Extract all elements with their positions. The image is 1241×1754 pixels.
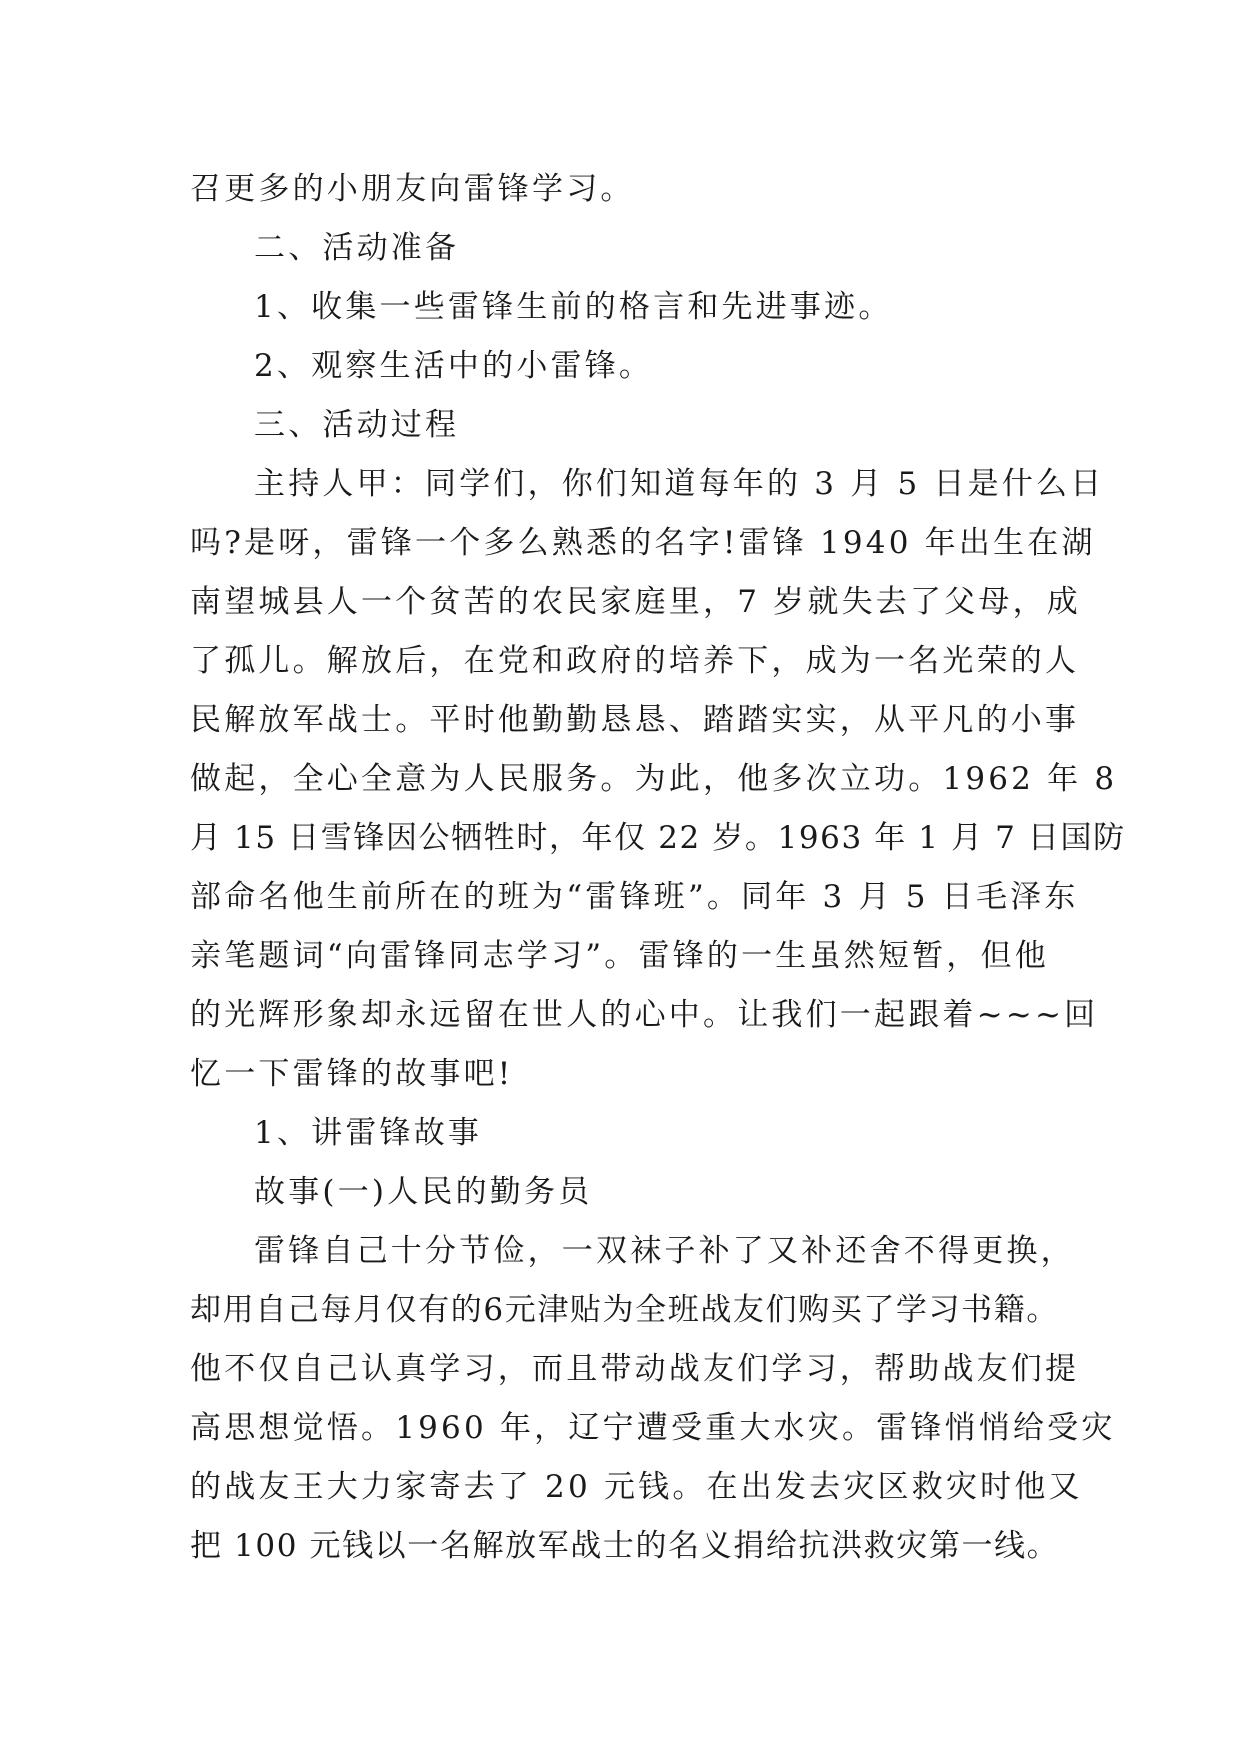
text-line: 南望城县人一个贫苦的农民家庭里，7 岁就失去了父母，成 xyxy=(190,584,1081,620)
heading-activity-process xyxy=(190,396,1070,455)
text-line: 民解放军战士。平时他勤勤恳恳、踏踏实实，从平凡的小事 xyxy=(190,702,1080,738)
text-line: 故事(一)人民的勤务员 xyxy=(254,1174,593,1210)
list-item-tell-stories xyxy=(190,1104,1070,1163)
paragraph-host-speech xyxy=(190,455,1126,1104)
heading-activity-preparation xyxy=(190,219,1070,278)
text-line: 召更多的小朋友向雷锋学习。 xyxy=(190,171,635,207)
story-title xyxy=(190,1163,1070,1222)
text-line: 1、讲雷锋故事 xyxy=(254,1115,483,1151)
document-body xyxy=(190,160,1126,1576)
text-line: 把 100 元钱以一名解放军战士的名义捐给抗洪救灾第一线。 xyxy=(190,1528,1060,1564)
text-line: 吗?是呀，雷锋一个多么熟悉的名字!雷锋 1940 年出生在湖 xyxy=(190,525,1096,561)
text-line: 2、观察生活中的小雷锋。 xyxy=(254,348,654,384)
text-line: 1、收集一些雷锋生前的格言和先进事迹。 xyxy=(254,289,893,325)
text-line: 月 15 日雪锋因公牺牲时，年仅 22 岁。1963 年 1 月 7 日国防 xyxy=(190,820,1126,856)
text-line: 主持人甲：同学们，你们知道每年的 3 月 5 日是什么日 xyxy=(254,466,1105,502)
list-item-collect-quotes xyxy=(190,278,1070,337)
text-line: 亲笔题词“向雷锋同志学习”。雷锋的一生虽然短暂，但他 xyxy=(190,938,1049,974)
text-line: 雷锋自己十分节俭，一双袜子补了又补还舍不得更换， xyxy=(254,1233,1075,1269)
text-line: 的战友王大力家寄去了 20 元钱。在出发去灾区救灾时他又 xyxy=(190,1469,1083,1505)
text-line: 他不仅自己认真学习，而且带动战友们学习，帮助战友们提 xyxy=(190,1351,1080,1387)
paragraph-intro-continuation xyxy=(190,160,1070,219)
text-line: 忆一下雷锋的故事吧! xyxy=(190,1056,514,1092)
text-line: 高思想觉悟。1960 年，辽宁遭受重大水灾。雷锋悄悄给受灾 xyxy=(190,1410,1116,1446)
section-heading: 三、活动过程 xyxy=(254,407,460,443)
section-heading: 二、活动准备 xyxy=(254,230,460,266)
text-line: 却用自己每月仅有的6元津贴为全班战友们购买了学习书籍。 xyxy=(190,1292,1059,1328)
list-item-observe-life xyxy=(190,337,1070,396)
text-line: 部命名他生前所在的班为“雷锋班”。同年 3 月 5 日毛泽东 xyxy=(190,879,1079,915)
paragraph-story-one xyxy=(190,1222,1116,1576)
text-line: 的光辉形象却永远留在世人的心中。让我们一起跟着~~~回 xyxy=(190,997,1099,1033)
text-line: 了孤儿。解放后，在党和政府的培养下，成为一名光荣的人 xyxy=(190,643,1080,679)
text-line: 做起，全心全意为人民服务。为此，他多次立功。1962 年 8 xyxy=(190,761,1118,797)
